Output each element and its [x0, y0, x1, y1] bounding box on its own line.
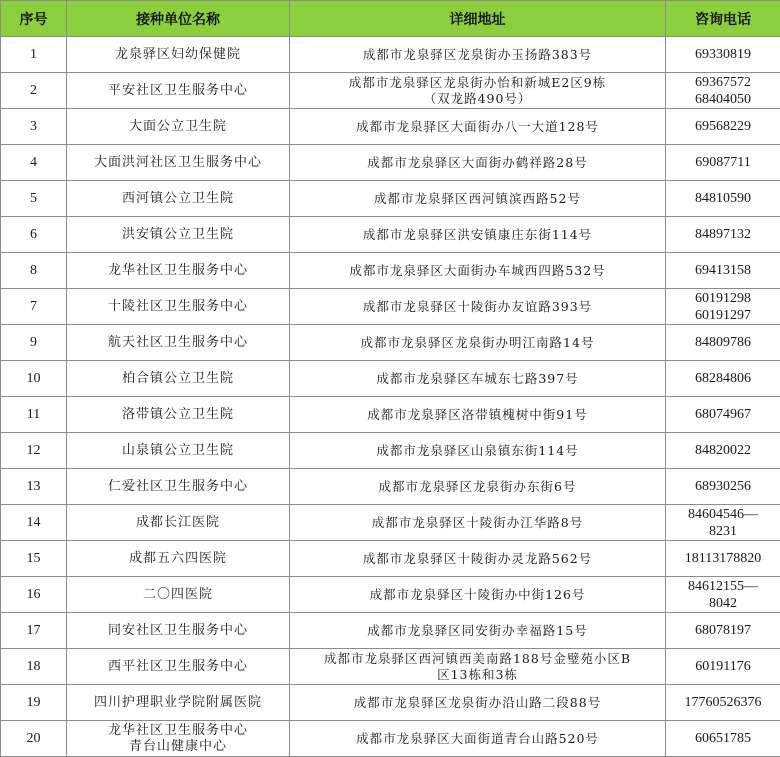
cell-name-text: 平安社区卫生服务中心 [69, 83, 287, 99]
cell-phone [666, 73, 780, 109]
cell-no-text: 2 [3, 83, 64, 99]
cell-phone-text: 69330819 [668, 46, 778, 63]
cell-address-text: 成都市龙泉驿区洛带镇槐树中街91号 [292, 407, 663, 423]
cell-phone-text: 84897132 [668, 226, 778, 243]
cell-phone [666, 37, 780, 73]
cell-phone [666, 433, 780, 469]
cell-phone-text: 68930256 [668, 478, 778, 495]
table-row [1, 577, 780, 613]
cell-no-text: 3 [3, 119, 64, 135]
cell-name [67, 289, 290, 325]
cell-address [290, 109, 666, 145]
cell-name-text: 龙华社区卫生服务中心 [69, 263, 287, 279]
cell-phone-text: 17760526376 [668, 694, 778, 711]
cell-no-text: 12 [3, 443, 64, 459]
cell-address-text: 成都市龙泉驿区十陵街办友谊路393号 [292, 299, 663, 315]
cell-phone-text: 60651785 [668, 730, 778, 747]
cell-address [290, 469, 666, 505]
cell-no [1, 433, 67, 469]
cell-name [67, 109, 290, 145]
cell-no-text: 13 [3, 479, 64, 495]
cell-phone [666, 505, 780, 541]
cell-address-text: 成都市龙泉驿区同安街办幸福路15号 [292, 623, 663, 639]
cell-phone [666, 685, 780, 721]
cell-no [1, 73, 67, 109]
cell-phone-text: 84810590 [668, 190, 778, 207]
cell-name-text: 四川护理职业学院附属医院 [69, 695, 287, 711]
cell-phone-text: 60191297 [668, 307, 778, 324]
cell-no [1, 469, 67, 505]
table-row [1, 289, 780, 325]
cell-name [67, 217, 290, 253]
cell-name [67, 469, 290, 505]
cell-name [67, 145, 290, 181]
cell-phone [666, 325, 780, 361]
cell-phone-text: 84612155— [668, 578, 778, 595]
cell-name [67, 685, 290, 721]
cell-name-text: 仁爱社区卫生服务中心 [69, 479, 287, 495]
cell-name-text: 山泉镇公立卫生院 [69, 443, 287, 459]
cell-phone-text: 60191176 [668, 658, 778, 675]
cell-name [67, 649, 290, 685]
cell-name-text: 青台山健康中心 [69, 739, 287, 755]
cell-no-text: 18 [3, 659, 64, 675]
cell-no-text: 19 [3, 695, 64, 711]
cell-name-text: 大面洪河社区卫生服务中心 [69, 155, 287, 171]
cell-address [290, 217, 666, 253]
cell-address-text: 成都市龙泉驿区西河镇滨西路52号 [292, 191, 663, 207]
cell-no [1, 181, 67, 217]
cell-address-text: 成都市龙泉驿区车城东七路397号 [292, 371, 663, 387]
cell-address-text: 成都市龙泉驿区龙泉街办怡和新城E2区9栋 [292, 75, 663, 91]
cell-phone-text: 69568229 [668, 118, 778, 135]
table-row [1, 325, 780, 361]
cell-address [290, 37, 666, 73]
cell-no-text: 20 [3, 731, 64, 747]
cell-no-text: 9 [3, 335, 64, 351]
cell-address-text: 成都市龙泉驿区大面街办车城西四路532号 [292, 263, 663, 279]
cell-no [1, 685, 67, 721]
cell-name-text: 西河镇公立卫生院 [69, 191, 287, 207]
cell-address [290, 181, 666, 217]
cell-no-text: 4 [3, 155, 64, 171]
table-row [1, 109, 780, 145]
table-row [1, 73, 780, 109]
cell-address-text: 成都市龙泉驿区山泉镇东街114号 [292, 443, 663, 459]
cell-name-text: 航天社区卫生服务中心 [69, 335, 287, 351]
cell-name-text: 洛带镇公立卫生院 [69, 407, 287, 423]
cell-name [67, 37, 290, 73]
cell-phone-text: 68404050 [668, 91, 778, 108]
cell-name [67, 73, 290, 109]
cell-address-text: 成都市龙泉驿区龙泉街办沿山路二段88号 [292, 695, 663, 711]
cell-phone [666, 613, 780, 649]
cell-address [290, 541, 666, 577]
cell-phone [666, 253, 780, 289]
cell-phone [666, 181, 780, 217]
header-address: 详细地址 [290, 1, 666, 37]
table-row [1, 145, 780, 181]
cell-phone [666, 361, 780, 397]
cell-no [1, 541, 67, 577]
cell-name-text: 同安社区卫生服务中心 [69, 623, 287, 639]
cell-phone-text: 68284806 [668, 370, 778, 387]
cell-no [1, 217, 67, 253]
cell-name-text: 成都五六四医院 [69, 551, 287, 567]
cell-name [67, 613, 290, 649]
cell-no-text: 10 [3, 371, 64, 387]
cell-address [290, 361, 666, 397]
table-row [1, 253, 780, 289]
cell-address-text: 成都市龙泉驿区西河镇西美南路188号金璧苑小区B [292, 651, 663, 667]
cell-phone [666, 289, 780, 325]
cell-address-text: 成都市龙泉驿区龙泉街办东街6号 [292, 479, 663, 495]
cell-name [67, 721, 290, 757]
cell-name [67, 541, 290, 577]
cell-no [1, 253, 67, 289]
table-row [1, 721, 780, 757]
cell-no [1, 577, 67, 613]
cell-name-text: 十陵社区卫生服务中心 [69, 299, 287, 315]
cell-address-text: 成都市龙泉驿区大面街道青台山路520号 [292, 731, 663, 747]
cell-no [1, 613, 67, 649]
cell-address [290, 325, 666, 361]
cell-phone [666, 109, 780, 145]
cell-no [1, 145, 67, 181]
table-row [1, 505, 780, 541]
cell-phone-text: 68078197 [668, 622, 778, 639]
cell-address [290, 433, 666, 469]
cell-no [1, 361, 67, 397]
cell-no-text: 6 [3, 227, 64, 243]
header-row [1, 1, 780, 37]
cell-address [290, 649, 666, 685]
cell-no-text: 1 [3, 47, 64, 63]
cell-address-text: 成都市龙泉驿区大面街办八一大道128号 [292, 119, 663, 135]
table-row [1, 685, 780, 721]
cell-no [1, 37, 67, 73]
cell-phone [666, 577, 780, 613]
cell-no [1, 505, 67, 541]
cell-name-text: 大面公立卫生院 [69, 119, 287, 135]
cell-name [67, 433, 290, 469]
cell-address-text: 成都市龙泉驿区龙泉街办明江南路14号 [292, 335, 663, 351]
cell-name [67, 397, 290, 433]
table-row [1, 469, 780, 505]
cell-address-text: （双龙路490号） [292, 91, 663, 107]
cell-name-text: 洪安镇公立卫生院 [69, 227, 287, 243]
cell-no-text: 5 [3, 191, 64, 207]
cell-phone [666, 217, 780, 253]
cell-address-text: 区13栋和3栋 [292, 667, 663, 683]
cell-phone [666, 721, 780, 757]
cell-address [290, 73, 666, 109]
cell-address [290, 145, 666, 181]
cell-name-text: 柏合镇公立卫生院 [69, 371, 287, 387]
cell-name [67, 505, 290, 541]
cell-no [1, 397, 67, 433]
cell-name [67, 253, 290, 289]
cell-phone [666, 145, 780, 181]
cell-phone-text: 69087711 [668, 154, 778, 171]
cell-phone [666, 541, 780, 577]
cell-address-text: 成都市龙泉驿区十陵街办灵龙路562号 [292, 551, 663, 567]
header-name: 接种单位名称 [67, 1, 290, 37]
cell-no-text: 16 [3, 587, 64, 603]
cell-phone-text: 84820022 [668, 442, 778, 459]
table-row [1, 613, 780, 649]
table-row [1, 397, 780, 433]
cell-address-text: 成都市龙泉驿区十陵街办江华路8号 [292, 515, 663, 531]
table-row [1, 649, 780, 685]
header-no: 序号 [1, 1, 67, 37]
cell-phone-text: 69367572 [668, 74, 778, 91]
table-row [1, 433, 780, 469]
cell-no-text: 17 [3, 623, 64, 639]
table-body [1, 37, 780, 757]
cell-no [1, 721, 67, 757]
cell-address [290, 613, 666, 649]
cell-address [290, 685, 666, 721]
cell-name [67, 325, 290, 361]
cell-address [290, 577, 666, 613]
cell-name [67, 577, 290, 613]
cell-phone-text: 8042 [668, 595, 778, 612]
cell-name-text: 二〇四医院 [69, 587, 287, 603]
table-row [1, 217, 780, 253]
cell-phone-text: 68074967 [668, 406, 778, 423]
cell-phone-text: 84604546— [668, 506, 778, 523]
cell-no [1, 649, 67, 685]
cell-address [290, 397, 666, 433]
cell-name-text: 西平社区卫生服务中心 [69, 659, 287, 675]
cell-phone [666, 469, 780, 505]
cell-no-text: 14 [3, 515, 64, 531]
cell-address [290, 505, 666, 541]
table-row [1, 37, 780, 73]
cell-no-text: 7 [3, 299, 64, 315]
cell-phone [666, 397, 780, 433]
cell-no-text: 15 [3, 551, 64, 567]
cell-address-text: 成都市龙泉驿区洪安镇康庄东街114号 [292, 227, 663, 243]
cell-no [1, 289, 67, 325]
cell-phone-text: 84809786 [668, 334, 778, 351]
cell-no-text: 11 [3, 407, 64, 423]
cell-name [67, 181, 290, 217]
cell-phone-text: 18113178820 [668, 550, 778, 567]
cell-no-text: 8 [3, 263, 64, 279]
cell-address-text: 成都市龙泉驿区十陵街办中街126号 [292, 587, 663, 603]
cell-phone-text: 69413158 [668, 262, 778, 279]
cell-address [290, 721, 666, 757]
cell-phone [666, 649, 780, 685]
cell-name-text: 成都长江医院 [69, 515, 287, 531]
cell-address-text: 成都市龙泉驿区龙泉街办玉扬路383号 [292, 47, 663, 63]
cell-address-text: 成都市龙泉驿区大面街办鹤祥路28号 [292, 155, 663, 171]
cell-no [1, 325, 67, 361]
cell-name-text: 龙泉驿区妇幼保健院 [69, 47, 287, 63]
cell-address [290, 253, 666, 289]
cell-phone-text: 8231 [668, 523, 778, 540]
cell-phone-text: 60191298 [668, 290, 778, 307]
cell-address [290, 289, 666, 325]
table-row [1, 181, 780, 217]
cell-no [1, 109, 67, 145]
table-row [1, 361, 780, 397]
cell-name [67, 361, 290, 397]
cell-name-text: 龙华社区卫生服务中心 [69, 723, 287, 739]
header-phone: 咨询电话 [666, 1, 780, 37]
table-row [1, 541, 780, 577]
